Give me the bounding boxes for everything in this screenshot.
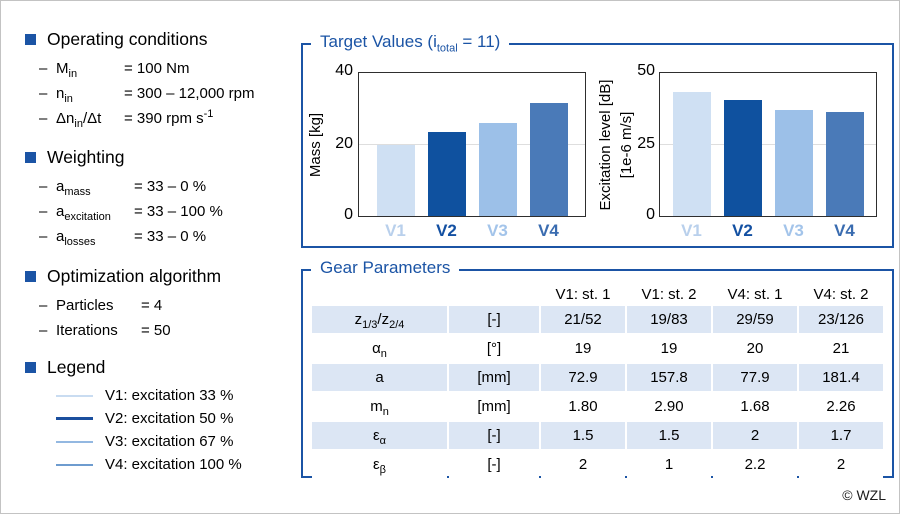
item-value: = 300 – 12,000 rpm xyxy=(124,85,255,102)
value-cell: 23/126 xyxy=(799,306,883,333)
target-values-title: Target Values $(i_{total} = 11)$ xyxy=(311,32,509,52)
section-weighting xyxy=(25,145,305,249)
item-label: $\Delta n_{in}/\Delta t$ xyxy=(56,110,102,130)
value-cell: 1.68 xyxy=(713,393,797,420)
legend-item xyxy=(25,384,305,407)
value-cell: 2.90 xyxy=(627,393,711,420)
list-item: – $\Delta n_{in}/\Delta t$ = 390 rpm $s^{-1}$ xyxy=(39,108,214,130)
x-axis-label: V1 xyxy=(385,221,406,240)
param-cell: a xyxy=(312,364,447,391)
x-axis-label: V3 xyxy=(487,221,508,240)
list-item: – Particles = 4 xyxy=(39,297,163,314)
item-value: = 390 rpm $s^{-1}$ xyxy=(124,108,214,127)
target-values-panel xyxy=(301,32,894,248)
legend-item xyxy=(25,407,305,430)
x-axis-label: V4 xyxy=(538,221,559,240)
legend-label: V3: excitation 67 % xyxy=(105,433,234,450)
table-row xyxy=(312,306,883,333)
section-heading xyxy=(25,264,305,288)
param-cell: $m_n$ xyxy=(312,393,447,420)
item-label: $a_{losses}$ xyxy=(56,228,96,248)
bar xyxy=(775,110,813,216)
x-axis-label: V4 xyxy=(834,221,855,240)
list-item: – $M_{in}$ = 100 Nm xyxy=(39,60,190,80)
table-header-cell: V1: st. 1 xyxy=(541,284,625,304)
legend-label: V2: excitation 50 % xyxy=(105,410,234,427)
param-cell: $z_{1/3}/z_{2/4}$ xyxy=(312,306,447,333)
copyright-notice: © WZL xyxy=(842,487,886,503)
gear-parameters-table xyxy=(310,282,885,480)
section-heading xyxy=(25,355,305,379)
value-cell: 2.26 xyxy=(799,393,883,420)
value-cell: 77.9 xyxy=(713,364,797,391)
value-cell: 20 xyxy=(713,335,797,362)
section-optimization-algorithm xyxy=(25,264,305,343)
param-cell: $\varepsilon_\alpha$ xyxy=(312,422,447,449)
y-tick-label: 20 xyxy=(335,135,353,152)
value-cell: 21/52 xyxy=(541,306,625,333)
item-label: $M_{in}$ xyxy=(56,60,78,80)
item-label: $n_{in}$ xyxy=(56,85,73,105)
excitation-chart xyxy=(303,45,892,246)
table-row xyxy=(312,364,883,391)
item-label: Particles xyxy=(56,297,114,314)
value-cell: 1.5 xyxy=(541,422,625,449)
value-cell: 19/83 xyxy=(627,306,711,333)
list-item: – $n_{in}$ = 300 – 12,000 rpm xyxy=(39,85,255,105)
list-item: – $a_{mass}$ = 33 – 0 % xyxy=(39,178,207,198)
section-operating-conditions xyxy=(25,27,305,131)
value-cell: 181.4 xyxy=(799,364,883,391)
value-cell: 19 xyxy=(627,335,711,362)
x-axis-label: V2 xyxy=(436,221,457,240)
bullet-square-icon xyxy=(25,34,36,45)
y-tick-label: 0 xyxy=(646,206,655,223)
section-legend xyxy=(25,355,305,476)
item-value: = 33 – 0 % xyxy=(134,178,207,195)
legend-swatch xyxy=(56,441,93,443)
bullet-square-icon xyxy=(25,362,36,373)
value-cell: 72.9 xyxy=(541,364,625,391)
y-axis-title: Excitation level [dB] [1e-6 m/s] xyxy=(597,79,635,211)
list-item: – Iterations = 50 xyxy=(39,322,171,339)
unit-cell: [°] xyxy=(449,335,539,362)
value-cell: 2 xyxy=(713,422,797,449)
table-header-cell: V4: st. 1 xyxy=(713,284,797,304)
item-value: = 100 Nm xyxy=(124,60,190,77)
value-cell: 157.8 xyxy=(627,364,711,391)
y-tick-label: 40 xyxy=(335,62,353,79)
item-value: = 33 – 100 % xyxy=(134,203,223,220)
section-title: Optimization algorithm xyxy=(47,265,222,286)
value-cell: 1.5 xyxy=(627,422,711,449)
y-tick-label: 50 xyxy=(637,62,655,79)
unit-cell: [-] xyxy=(449,451,539,478)
y-tick-label: 25 xyxy=(637,135,655,152)
bar xyxy=(724,100,762,216)
unit-cell: [-] xyxy=(449,306,539,333)
value-cell: 1.7 xyxy=(799,422,883,449)
table-header-cell: V4: st. 2 xyxy=(799,284,883,304)
value-cell: 29/59 xyxy=(713,306,797,333)
value-cell: 1 xyxy=(627,451,711,478)
value-cell: 1.80 xyxy=(541,393,625,420)
legend-item xyxy=(25,453,305,476)
unit-cell: [mm] xyxy=(449,364,539,391)
value-cell: 2 xyxy=(799,451,883,478)
plot-area xyxy=(659,72,877,217)
unit-cell: [mm] xyxy=(449,393,539,420)
x-axis-label: V1 xyxy=(681,221,702,240)
y-axis-title: Mass [kg] xyxy=(307,112,324,178)
table-header-cell xyxy=(312,284,447,304)
legend-swatch xyxy=(56,464,93,466)
list-item: – $a_{losses}$ = 33 – 0 % xyxy=(39,228,207,248)
section-heading xyxy=(25,27,305,51)
x-axis-label: V3 xyxy=(783,221,804,240)
legend-label: V4: excitation 100 % xyxy=(105,456,242,473)
value-cell: 19 xyxy=(541,335,625,362)
param-cell: $\alpha_n$ xyxy=(312,335,447,362)
item-value: = 50 xyxy=(141,322,171,339)
item-label: $a_{excitation}$ xyxy=(56,203,111,223)
bar xyxy=(673,92,711,216)
table-row xyxy=(312,451,883,478)
table-row xyxy=(312,335,883,362)
unit-cell: [-] xyxy=(449,422,539,449)
bar xyxy=(826,112,864,216)
x-axis-labels xyxy=(659,221,877,241)
section-title: Operating conditions xyxy=(47,28,208,49)
list-item: – $a_{excitation}$ = 33 – 100 % xyxy=(39,203,223,223)
bullet-square-icon xyxy=(25,152,36,163)
table-header-cell: V1: st. 2 xyxy=(627,284,711,304)
bullet-square-icon xyxy=(25,271,36,282)
value-cell: 2.2 xyxy=(713,451,797,478)
x-axis-label: V2 xyxy=(732,221,753,240)
section-title: Legend xyxy=(47,356,106,377)
legend-swatch xyxy=(56,395,93,397)
section-title: Weighting xyxy=(47,146,125,167)
table-row xyxy=(312,393,883,420)
gear-parameters-title: Gear Parameters xyxy=(311,258,459,278)
item-value: = 4 xyxy=(141,297,163,314)
value-cell: 21 xyxy=(799,335,883,362)
legend-swatch xyxy=(56,417,93,420)
section-heading xyxy=(25,145,305,169)
bar-group xyxy=(660,73,876,216)
table-header-row xyxy=(312,284,883,304)
param-cell: $\varepsilon_\beta$ xyxy=(312,451,447,478)
legend-label: V1: excitation 33 % xyxy=(105,387,234,404)
table-header-cell xyxy=(449,284,539,304)
item-label: Iterations xyxy=(56,322,118,339)
value-cell: 2 xyxy=(541,451,625,478)
y-tick-label: 0 xyxy=(344,206,353,223)
item-label: $a_{mass}$ xyxy=(56,178,91,198)
table-row xyxy=(312,422,883,449)
legend-item xyxy=(25,430,305,453)
item-value: = 33 – 0 % xyxy=(134,228,207,245)
gear-parameters-panel xyxy=(301,258,894,478)
